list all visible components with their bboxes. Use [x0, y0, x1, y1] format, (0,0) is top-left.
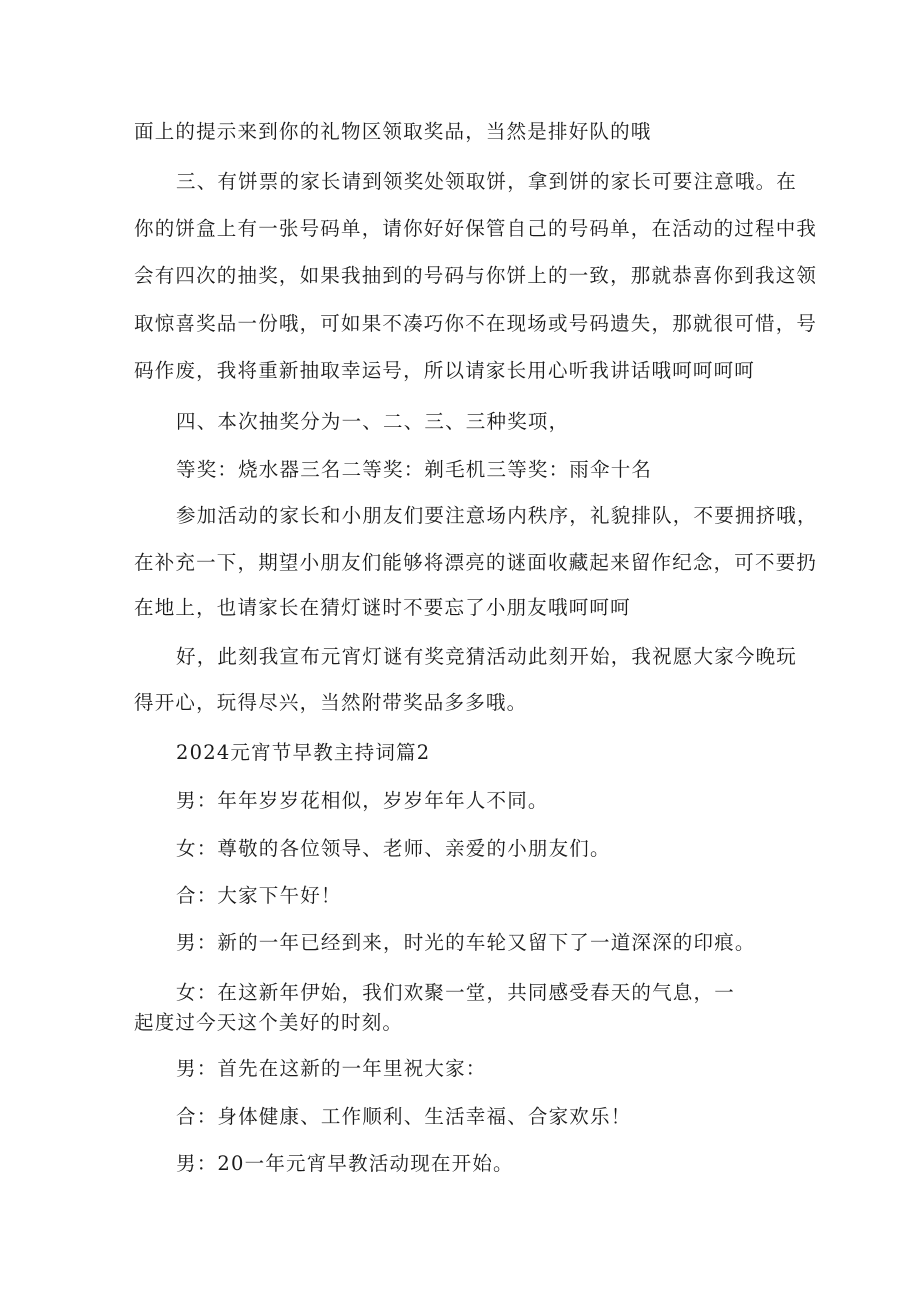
text-line: 面上的提示来到你的礼物区领取奖品，当然是排好队的哦: [134, 120, 652, 143]
text-line: 参加活动的家长和小朋友们要注意场内秩序，礼貌排队，不要拥挤哦，: [176, 504, 818, 527]
text-line: 三、有饼票的家长请到领奖处领取饼，拿到饼的家长可要注意哦。在: [176, 170, 798, 193]
dialogue-line: 女：在这新年伊始，我们欢聚一堂，共同感受春天的气息，一: [176, 981, 735, 1004]
dialogue-line: 男：首先在这新的一年里祝大家：: [176, 1057, 487, 1080]
text-line: 会有四次的抽奖，如果我抽到的号码与你饼上的一致，那就恭喜你到我这领: [134, 264, 818, 287]
dialogue-line: 女：尊敬的各位领导、老师、亲爱的小朋友们。: [176, 837, 611, 860]
dialogue-line: 男：20一年元宵早教活动现在开始。: [176, 1152, 514, 1175]
text-line: 码作废，我将重新抽取幸运号，所以请家长用心听我讲话哦呵呵呵呵: [134, 359, 756, 382]
text-line: 在地上，也请家长在猜灯谜时不要忘了小朋友哦呵呵呵: [134, 596, 631, 619]
text-line: 你的饼盒上有一张号码单，请你好好保管自己的号码单，在活动的过程中我: [134, 217, 818, 240]
text-line: 好，此刻我宣布元宵灯谜有奖竞猜活动此刻开始，我祝愿大家今晚玩: [176, 645, 798, 668]
text-line: 得开心，玩得尽兴，当然附带奖品多多哦。: [134, 691, 528, 714]
section-heading: 2024元宵节早教主持词篇2: [176, 741, 431, 764]
dialogue-line: 男：新的一年已经到来，时光的车轮又留下了一道深深的印痕。: [176, 931, 756, 954]
dialogue-line: 起度过今天这个美好的时刻。: [134, 1011, 404, 1034]
dialogue-line: 男：年年岁岁花相似，岁岁年年人不同。: [176, 789, 549, 812]
dialogue-line: 合：身体健康、工作顺利、生活幸福、合家欢乐！: [176, 1105, 632, 1128]
text-line: 在补充一下，期望小朋友们能够将漂亮的谜面收藏起来留作纪念，可不要扔: [134, 551, 818, 574]
text-line: 等奖：烧水器三名二等奖：剃毛机三等奖：雨伞十名: [176, 458, 653, 481]
text-line: 四、本次抽奖分为一、二、三、三种奖项，: [176, 410, 570, 433]
dialogue-line: 合：大家下午好！: [176, 884, 342, 907]
text-line: 取惊喜奖品一份哦，可如果不凑巧你不在现场或号码遗失，那就很可惜，号: [134, 312, 818, 335]
